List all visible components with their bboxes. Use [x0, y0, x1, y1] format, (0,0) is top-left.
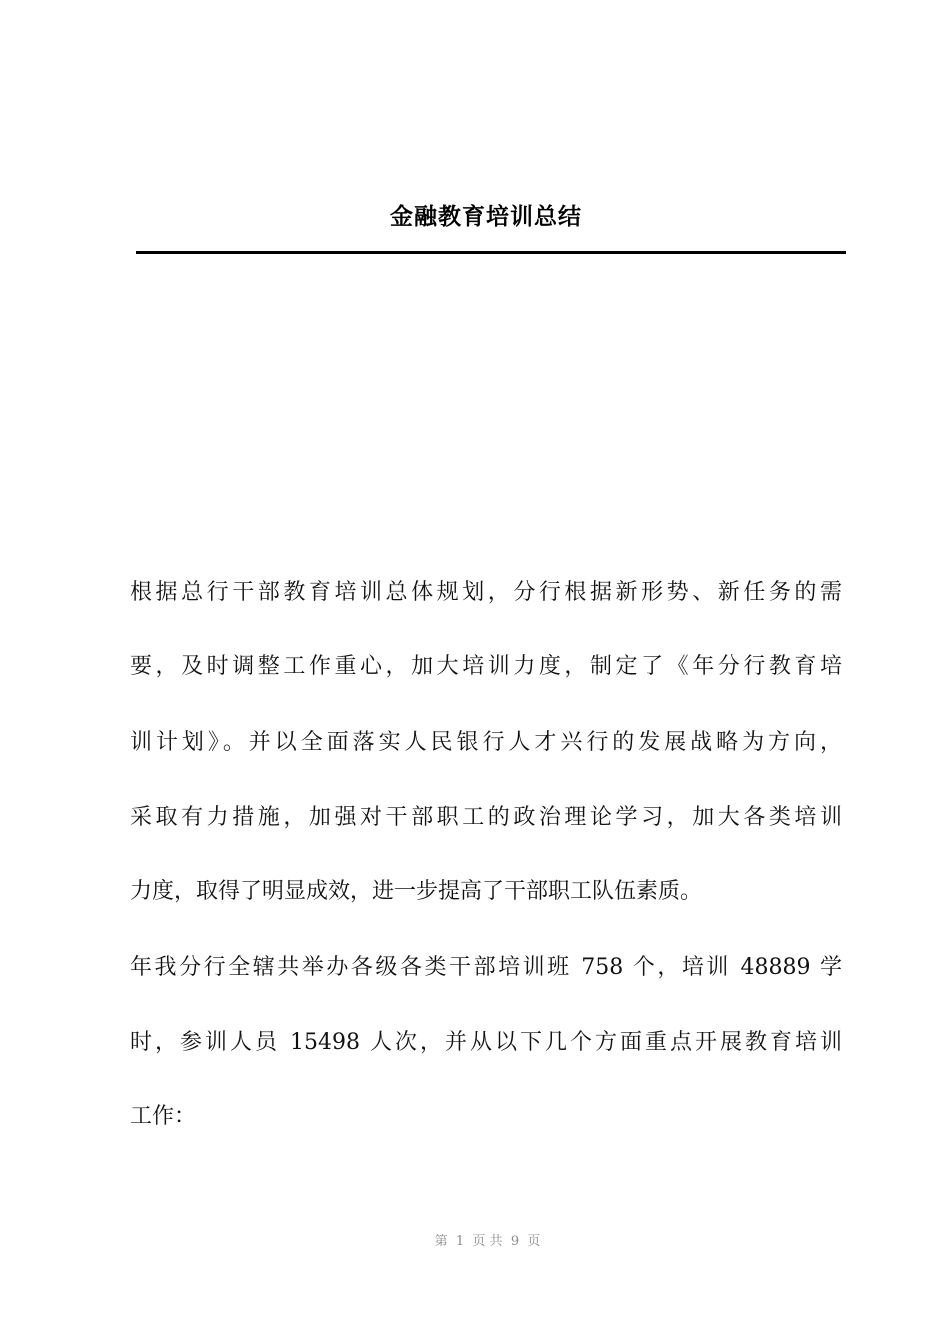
body-line-4: 采取有力措施，加强对干部职工的政治理论学习，加大各类培训	[130, 805, 842, 830]
title-underline	[136, 251, 846, 254]
body-line-8: 工作：	[130, 1104, 197, 1129]
body-line-2: 要，及时调整工作重心，加大培训力度，制定了《年分行教育培	[130, 654, 842, 679]
body-line-3: 训计划》。并以全面落实人民银行人才兴行的发展战略为方向，	[130, 730, 842, 755]
document-title: 金融教育培训总结	[390, 203, 582, 230]
body-line-7: 时，参训人员 15498 人次，并从以下几个方面重点开展教育培训	[130, 1030, 842, 1055]
body-line-6: 年我分行全辖共举办各级各类干部培训班 758 个，培训 48889 学	[130, 955, 842, 980]
body-line-1: 根据总行干部教育培训总体规划，分行根据新形势、新任务的需	[130, 580, 842, 605]
body-line-5: 力度，取得了明显成效，进一步提高了干部职工队伍素质。	[130, 879, 703, 904]
page-number-footer: 第 1 页 共 9 页	[434, 1234, 541, 1249]
